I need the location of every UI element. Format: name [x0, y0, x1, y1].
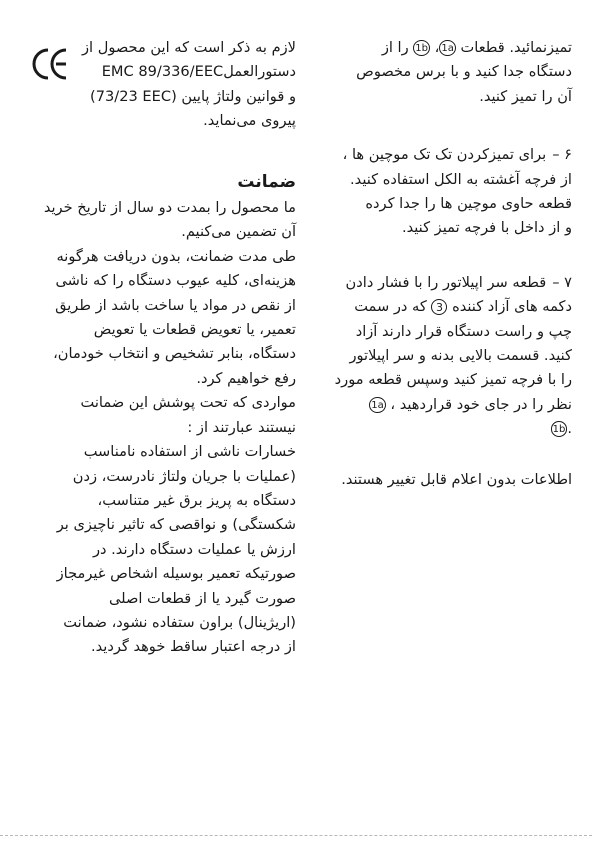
footer-note: اطلاعات بدون اعلام قابل تغییر هستند.	[341, 470, 572, 488]
part-1b-marker: 1b	[551, 421, 568, 437]
step-7: ۷ –قطعه سر اپیلاتور را با فشار دادن دکمه های آزاد کننده 3 که در سمت چپ و راست دستگاه قرار دارند آزاد کنید. قسمت بالایی بدنه و سر اپیلاتور را با فرچه تمیز کنید وسپس قطعه مورد نظر را در جای خود قراردهید ، 1a .1b	[310, 271, 572, 442]
part-1a-marker: 1a	[369, 397, 386, 413]
guarantee-body: ما محصول را بمدت دو سال از تاریخ خرید آن تضمین می‌کنیم. طی مدت ضمانت، بدون دریافت هرگونه هزینه‌ای، کلیه عیوب دستگاه را که ناشی از نقص در مواد یا ساخت باشد از طریق تعمیر، یا تعویض قطعات یا تعویض دستگاه، بنابر تشخیص و انتخاب خودمان، رفع خواهیم کرد. مواردی که تحت پوشش این ضمانت نیستند عبارتند از : خسارات ناشی از استفاده نامناسب (عملیات با جریان ولتاژ نادرست، زدن دستگاه به پریز برق غیر متناسب، شکستگی) و نواقصی که تاثیر ناچیزی بر ارزش یا عملیات دستگاه دارند. در صورتیکه تعمیر بوسیله اشخاص غیرمجاز صورت گیرد یا از قطعات اصلی (اریژینال) براون ستفاده نشود، ضمانت از درجه اعتبار ساقط خوهد گردید.	[43, 199, 296, 656]
step-7-number: ۷ –	[552, 273, 572, 291]
step-6-number: ۶ –	[552, 146, 572, 164]
right-column	[310, 36, 572, 492]
cleaning-intro: تمیزنمائید. قطعات 1a، 1b را از دستگاه جدا کنید و با برس مخصوص آن را تمیز کنید.	[356, 39, 572, 105]
guarantee-heading: ضمانت	[237, 171, 296, 192]
release-button-marker: 3	[431, 299, 447, 315]
step-6: ۶ –برای تمیزکردن تک تک موچین ها ، از فرچه آغشته به الکل استفاده کنید. قطعه حاوی موچین ها را جدا کرده و از داخل با فرچه تمیز کنید.	[310, 143, 572, 241]
part-1a-marker: 1a	[439, 40, 456, 56]
part-1b-marker: 1b	[413, 40, 430, 56]
ce-compliance-text: لازم به ذکر است که این محصول از دستورالعملEMC 89/336/EEC و قوانین ولتاژ پایین (73/23 EEC) پیروی می‌نماید.	[81, 39, 296, 130]
page-bottom-divider	[0, 835, 592, 836]
left-column	[43, 36, 296, 660]
